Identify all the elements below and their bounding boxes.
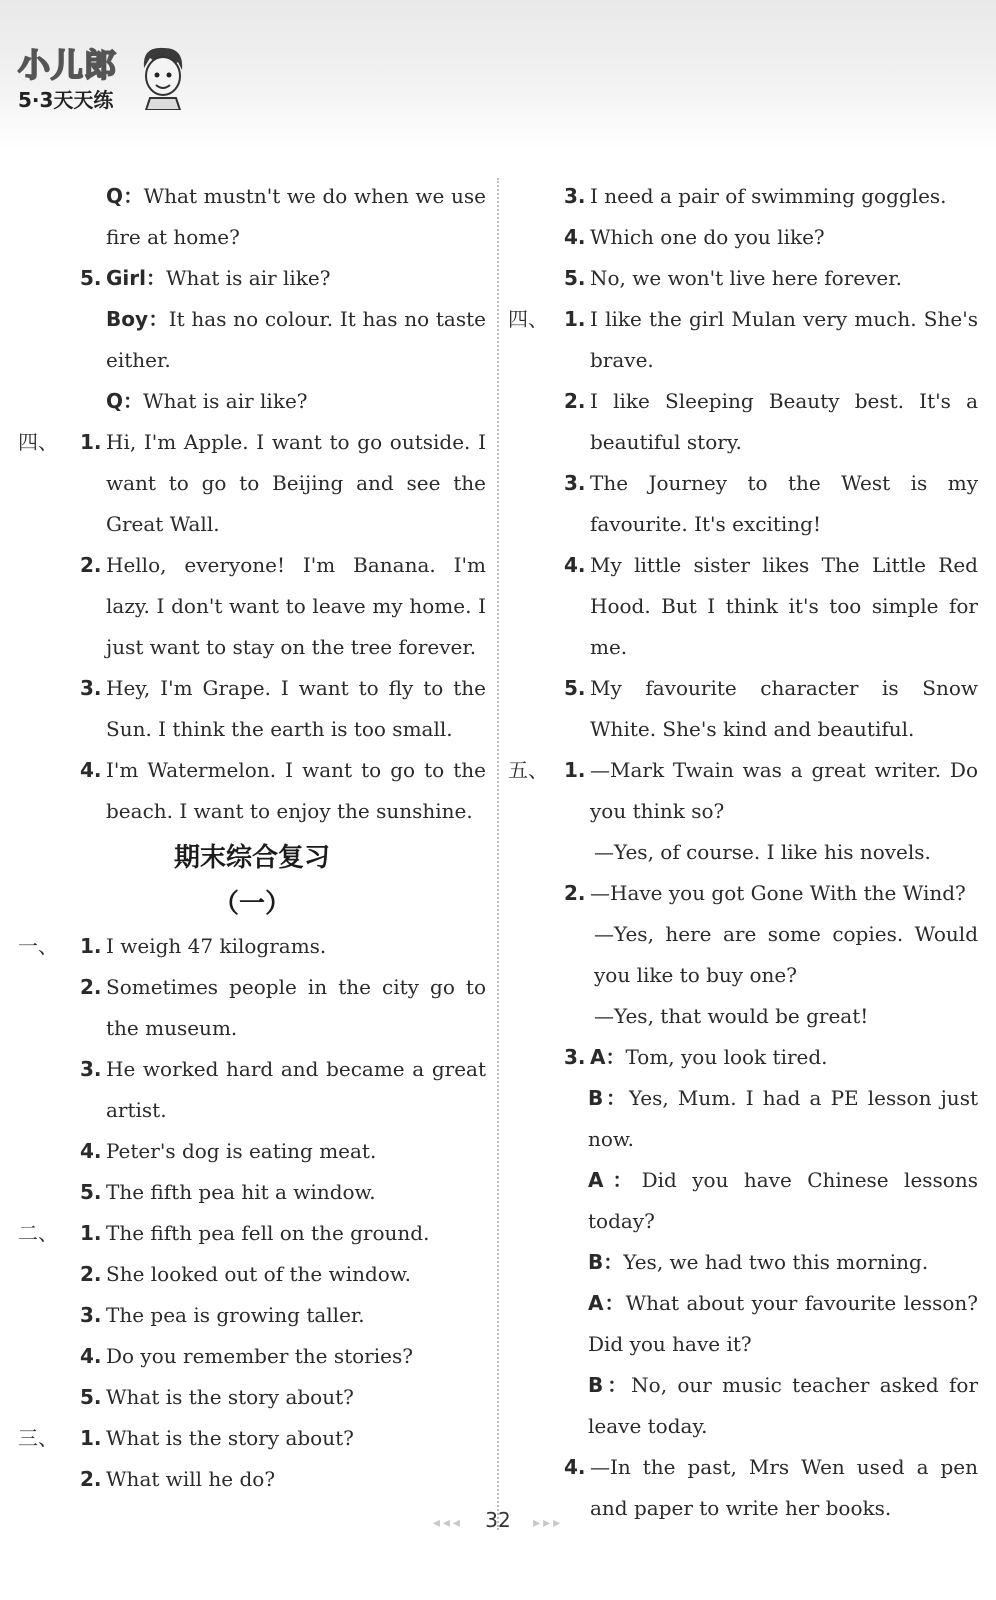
answer-text <box>106 381 486 422</box>
item-number: 3. <box>80 676 102 700</box>
answer-sentence: What about your favourite lesson? Did you have it? <box>588 1291 978 1356</box>
answer-line <box>18 926 486 967</box>
answer-line <box>508 996 978 1037</box>
answer-text <box>106 545 486 668</box>
item-number: 4. <box>564 553 586 577</box>
answer-sentence: Hi, I'm Apple. I want to go outside. I want to go to Beijing and see the Great Wall. <box>106 430 486 536</box>
right-column <box>508 176 978 1529</box>
answer-sentence: He worked hard and became a great artist. <box>106 1057 486 1122</box>
answer-line <box>508 1242 978 1283</box>
answer-line <box>508 914 978 996</box>
answer-sentence: My favourite character is Snow White. She's kind and beautiful. <box>590 676 978 741</box>
item-number: 4. <box>80 758 102 782</box>
item-number: 4. <box>564 225 586 249</box>
answer-text <box>590 299 978 381</box>
answer-sentence: I'm Watermelon. I want to go to the beach. I want to enjoy the sunshine. <box>106 758 486 823</box>
next-arrows-icon: ▸▸▸ <box>533 1515 564 1531</box>
publisher-logo <box>18 40 117 113</box>
speaker-label: A： <box>590 1045 626 1069</box>
answer-sentence: What will he do? <box>106 1467 276 1491</box>
item-number: 2. <box>564 389 586 413</box>
speaker-label: B： <box>588 1086 629 1110</box>
answer-line <box>508 217 978 258</box>
answer-line <box>508 545 978 668</box>
answer-text <box>106 926 486 967</box>
item-number: 3. <box>564 1045 586 1069</box>
answer-text <box>106 1131 486 1172</box>
answer-text <box>106 1459 486 1500</box>
section-marker: 一、 <box>18 934 58 958</box>
answer-sentence: The pea is growing taller. <box>106 1303 365 1327</box>
logo-subtitle: 5·3天天练 <box>18 88 114 112</box>
item-number: 4. <box>80 1344 102 1368</box>
answer-sentence: What is the story about? <box>106 1426 354 1450</box>
answer-sentence: I weigh 47 kilograms. <box>106 934 327 958</box>
answer-line <box>18 967 486 1049</box>
answer-text <box>106 1418 486 1459</box>
answer-sentence: No, we won't live here forever. <box>590 266 902 290</box>
answer-text <box>106 1213 486 1254</box>
section-marker: 二、 <box>18 1221 58 1245</box>
answer-sentence: What is air like? <box>143 389 308 413</box>
answer-text <box>106 967 486 1049</box>
answer-sentence: —Yes, that would be great! <box>594 1004 869 1028</box>
answer-line <box>508 299 978 381</box>
answer-line <box>508 176 978 217</box>
answer-text <box>106 1254 486 1295</box>
section-marker: 四、 <box>18 430 58 454</box>
item-number: 2. <box>564 881 586 905</box>
answer-text <box>106 668 486 750</box>
answer-line <box>18 1254 486 1295</box>
page-number: 32 <box>485 1508 511 1532</box>
item-number: 2. <box>80 1262 102 1286</box>
answer-sentence: The fifth pea hit a window. <box>106 1180 376 1204</box>
prev-arrows-icon: ◂◂◂ <box>432 1515 463 1531</box>
answer-sentence: My little sister likes The Little Red Hood. But I think it's too simple for me. <box>590 553 978 659</box>
answer-line <box>18 1213 486 1254</box>
answer-line <box>508 258 978 299</box>
answer-line <box>18 1172 486 1213</box>
answer-sentence: Yes, we had two this morning. <box>623 1250 929 1274</box>
answer-sentence: Sometimes people in the city go to the museum. <box>106 975 486 1040</box>
left-column <box>18 176 486 1500</box>
answer-line <box>18 1049 486 1131</box>
answer-line <box>18 1377 486 1418</box>
column-divider <box>497 178 499 1530</box>
review-title: 期末综合复习 <box>173 843 330 873</box>
answer-sentence: What is the story about? <box>106 1385 354 1409</box>
speaker-label: B： <box>588 1250 624 1274</box>
answer-text <box>590 463 978 545</box>
answer-line <box>508 1365 978 1447</box>
answer-sentence: Peter's dog is eating meat. <box>106 1139 377 1163</box>
answer-sentence: Do you remember the stories? <box>106 1344 413 1368</box>
answer-line <box>18 1336 486 1377</box>
logo-title: 小儿郎 <box>18 46 118 84</box>
answer-sentence: Which one do you like? <box>590 225 825 249</box>
answer-sentence: Hello, everyone! I'm Banana. I'm lazy. I don't want to leave my home. I just want to stay on the tree forever. <box>106 553 486 659</box>
answer-text <box>588 1160 978 1242</box>
answer-text <box>590 381 978 463</box>
item-number: 1. <box>564 758 586 782</box>
answer-sentence: Yes, Mum. I had a PE lesson just now. <box>588 1086 978 1151</box>
speaker-label: Q： <box>106 389 144 413</box>
answer-line <box>508 668 978 750</box>
answer-line <box>18 750 486 832</box>
item-number: 1. <box>80 934 102 958</box>
answer-line <box>18 668 486 750</box>
answer-text <box>106 750 486 832</box>
answer-text <box>590 258 978 299</box>
answer-text <box>106 1049 486 1131</box>
item-number: 5. <box>80 1180 102 1204</box>
answer-text <box>106 299 486 381</box>
answer-line <box>18 258 486 299</box>
answer-text <box>106 258 486 299</box>
answer-text <box>590 1037 978 1078</box>
section-marker: 四、 <box>508 307 548 331</box>
answer-line <box>18 545 486 668</box>
item-number: 1. <box>564 307 586 331</box>
answer-sentence: —In the past, Mrs Wen used a pen and paper to write her books. <box>590 1455 978 1520</box>
answer-line <box>508 1160 978 1242</box>
item-number: 2. <box>80 975 102 999</box>
item-number: 3. <box>80 1057 102 1081</box>
section-marker: 三、 <box>18 1426 58 1450</box>
answer-text <box>106 1172 486 1213</box>
answer-sentence: She looked out of the window. <box>106 1262 411 1286</box>
item-number: 2. <box>80 1467 102 1491</box>
item-number: 3. <box>564 471 586 495</box>
answer-sentence: Hey, I'm Grape. I want to fly to the Sun. I think the earth is too small. <box>106 676 486 741</box>
answer-line <box>508 1078 978 1160</box>
item-number: 5. <box>564 266 586 290</box>
answer-text <box>588 1365 978 1447</box>
answer-line <box>18 1295 486 1336</box>
item-number: 1. <box>80 430 102 454</box>
answer-text <box>594 914 978 996</box>
item-number: 3. <box>80 1303 102 1327</box>
answer-sentence: —Yes, of course. I like his novels. <box>594 840 931 864</box>
answer-sentence: What mustn't we do when we use fire at home? <box>106 184 486 249</box>
item-number: 3. <box>564 184 586 208</box>
speaker-label: A： <box>588 1291 626 1315</box>
answer-text <box>106 422 486 545</box>
answer-sentence: I like the girl Mulan very much. She's brave. <box>590 307 978 372</box>
answer-text <box>588 1242 978 1283</box>
answer-text <box>594 832 978 873</box>
item-number: 4. <box>564 1455 586 1479</box>
answer-text <box>590 750 978 832</box>
item-number: 5. <box>564 676 586 700</box>
mascot-boy-icon <box>136 42 188 114</box>
answer-sentence: No, our music teacher asked for leave today. <box>588 1373 978 1438</box>
page-footer <box>0 1508 996 1532</box>
item-number: 1. <box>80 1221 102 1245</box>
item-number: 2. <box>80 553 102 577</box>
answer-text <box>590 217 978 258</box>
answer-text <box>106 176 486 258</box>
item-number: 4. <box>80 1139 102 1163</box>
review-heading <box>18 834 486 926</box>
answer-sentence: Did you have Chinese lessons today? <box>588 1168 978 1233</box>
answer-text <box>588 1283 978 1365</box>
answer-text <box>106 1377 486 1418</box>
item-number: 5. <box>80 1385 102 1409</box>
answer-line <box>18 381 486 422</box>
answer-text <box>590 668 978 750</box>
speaker-label: B： <box>588 1373 632 1397</box>
section-marker: 五、 <box>508 758 548 782</box>
speaker-label: A： <box>588 1168 642 1192</box>
answer-line <box>18 299 486 381</box>
answer-line <box>18 176 486 258</box>
answer-text <box>590 176 978 217</box>
answer-line <box>18 1418 486 1459</box>
answer-sentence: —Mark Twain was a great writer. Do you think so? <box>590 758 978 823</box>
speaker-label: Boy： <box>106 307 169 331</box>
answer-sentence: The Journey to the West is my favourite. It's exciting! <box>590 471 978 536</box>
answer-sentence: What is air like? <box>166 266 331 290</box>
answer-sentence: I like Sleeping Beauty best. It's a beautiful story. <box>590 389 978 454</box>
answer-sentence: —Have you got Gone With the Wind? <box>590 881 966 905</box>
answer-sentence: —Yes, here are some copies. Would you like to buy one? <box>594 922 978 987</box>
answer-text <box>106 1336 486 1377</box>
answer-sentence: Tom, you look tired. <box>625 1045 828 1069</box>
item-number: 5. <box>80 266 102 290</box>
answer-line <box>508 873 978 914</box>
item-number: 1. <box>80 1426 102 1450</box>
answer-sentence: The fifth pea fell on the ground. <box>106 1221 430 1245</box>
answer-sentence: I need a pair of swimming goggles. <box>590 184 947 208</box>
answer-sentence: It has no colour. It has no taste either. <box>106 307 486 372</box>
review-subtitle: （一） <box>212 889 291 919</box>
answer-text <box>590 545 978 668</box>
speaker-label: Girl： <box>106 266 166 290</box>
answer-text <box>590 873 978 914</box>
answer-line <box>508 463 978 545</box>
answer-text <box>594 996 978 1037</box>
answer-line <box>508 381 978 463</box>
answer-text <box>106 1295 486 1336</box>
answer-line <box>508 1037 978 1078</box>
speaker-label: Q： <box>106 184 144 208</box>
answer-line <box>508 1283 978 1365</box>
answer-line <box>18 1131 486 1172</box>
answer-line <box>508 832 978 873</box>
answer-line <box>18 1459 486 1500</box>
answer-line <box>18 422 486 545</box>
answer-line <box>508 750 978 832</box>
answer-text <box>588 1078 978 1160</box>
